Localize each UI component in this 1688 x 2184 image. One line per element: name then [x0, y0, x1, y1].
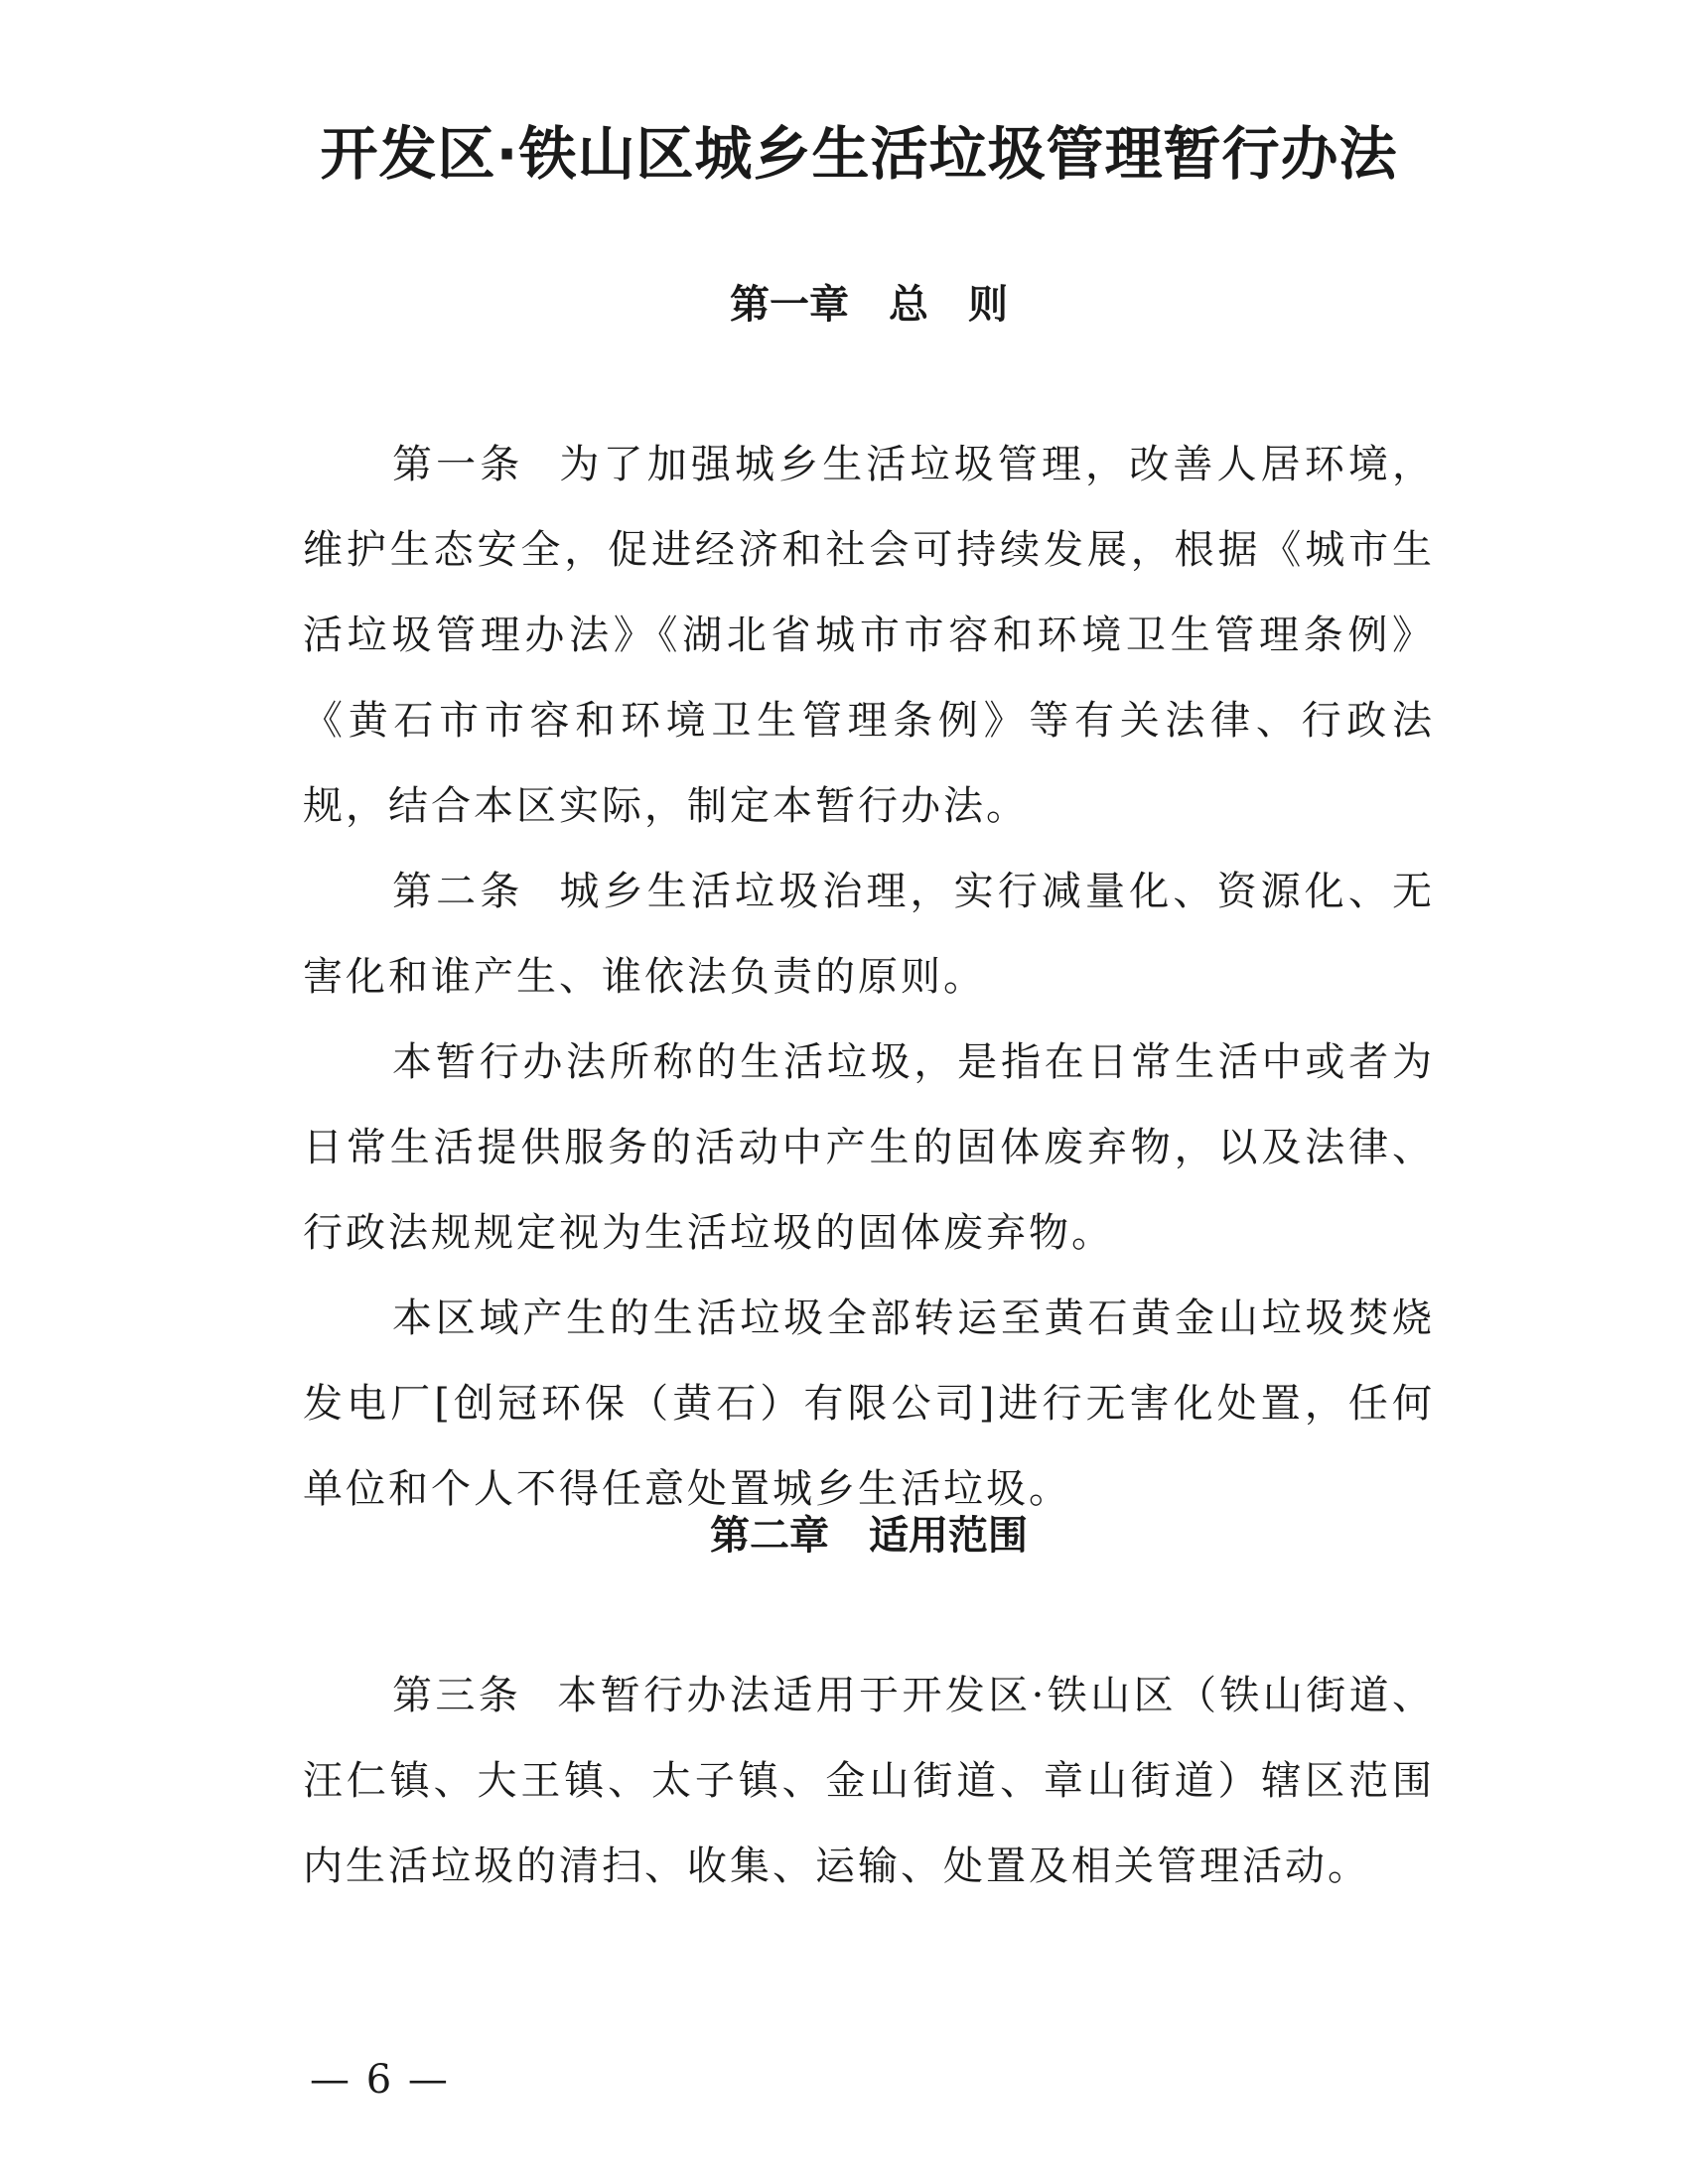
chapter-2-title: 第二章 适用范围 [710, 1513, 1028, 1559]
article-2-paragraph [303, 849, 1435, 1020]
article-3-label: 第三条 [392, 1673, 522, 1718]
article-2-paragraph-2 [303, 1020, 1435, 1276]
chapter-1-title: 第一章 总 则 [730, 282, 1008, 328]
article-2-text-3: 本区域产生的生活垃圾全部转运至黄石黄金山垃圾焚烧发电厂[创冠环保（黄石）有限公司]进行无害化处置，任何单位和个人不得任意处置城乡生活垃圾。 [303, 1296, 1435, 1512]
document-title: 开发区·铁山区城乡生活垃圾管理暂行办法 [320, 120, 1398, 188]
chapter-1-body [303, 422, 1435, 1532]
article-2-paragraph-3 [303, 1276, 1435, 1532]
article-1-text: 为了加强城乡生活垃圾管理，改善人居环境，维护生态安全，促进经济和社会可持续发展，根据《城市生活垃圾管理办法》《湖北省城市市容和环境卫生管理条例》《黄石市市容和环境卫生管理条例》等有关法律、行政法规，结合本区实际，制定本暂行办法。 [303, 442, 1436, 829]
chapter-2-body [303, 1653, 1435, 1909]
page-number: — 6 — [310, 2057, 450, 2103]
article-3-text: 本暂行办法适用于开发区·铁山区（铁山街道、汪仁镇、大王镇、太子镇、金山街道、章山街道）辖区范围内生活垃圾的清扫、收集、运输、处置及相关管理活动。 [303, 1673, 1436, 1889]
article-1-label: 第一条 [392, 442, 524, 487]
article-3-paragraph [303, 1653, 1435, 1909]
article-1-paragraph [303, 422, 1435, 849]
article-2-label: 第二条 [392, 869, 524, 914]
article-2-text: 城乡生活垃圾治理，实行减量化、资源化、无害化和谁产生、谁依法负责的原则。 [303, 869, 1436, 1000]
article-2-text-2: 本暂行办法所称的生活垃圾，是指在日常生活中或者为日常生活提供服务的活动中产生的固体废弃物，以及法律、行政法规规定视为生活垃圾的固体废弃物。 [303, 1039, 1435, 1256]
